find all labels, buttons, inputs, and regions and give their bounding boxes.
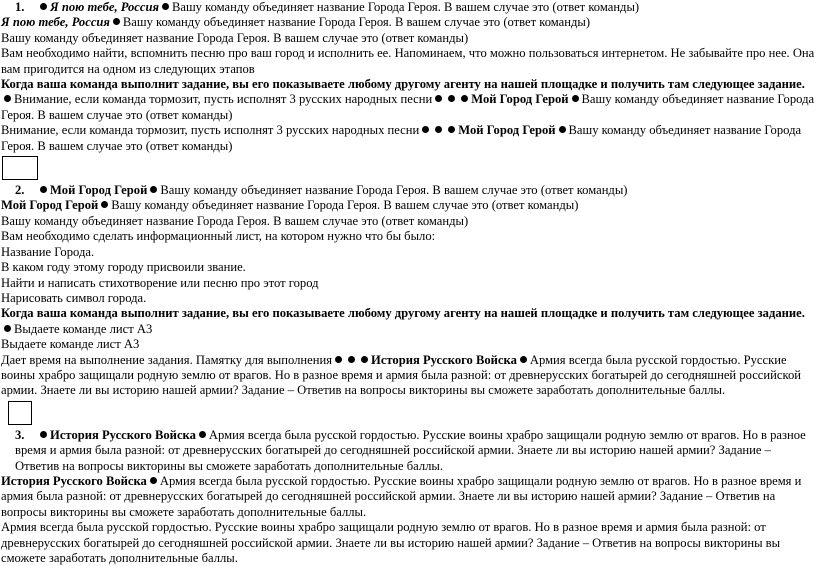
paragraph-text: Внимание, если команда тормозит, пусть исполнят 3 русских народных песни (1, 123, 420, 138)
bullet-icon (4, 95, 11, 102)
bullet-icon (435, 95, 442, 102)
list-item: В каком году этому городу присвоили звание. (1, 260, 246, 275)
paragraph (1, 123, 816, 154)
paragraph: Вам необходимо сделать информационный лист, на котором нужно что бы было: (1, 229, 436, 244)
inline-title: Мой Город Герой (1, 198, 99, 213)
section-3-heading (1, 428, 816, 474)
paragraph (1, 15, 816, 30)
list-item: Найти и написать стихотворение или песню про этот город (1, 275, 319, 290)
section-text: Армия всегда была русской гордостью. Русские воины храбро защищали родную землю от врагов. Но в разное время и армия была разной: от древнерусских богатырей до сегодняшней российской армии. Знаете ли вы историю нашей армии? Задание – Ответив на вопросы викторины вы сможете заработать дополнительные баллы. (15, 427, 806, 473)
section-title: История Русского Войска (50, 427, 196, 442)
paragraph (1, 198, 816, 213)
paragraph-text: Вашу команду объединяет название Города Героя. В вашем случае это (ответ команды) (1, 92, 815, 122)
list-item: Название Города. (1, 244, 95, 259)
paragraph-text: Армия всегда была русской гордостью. Русские воины храбро защищали родную землю от врагов. Но в разное время и армия была разной: от древнерусских богатырей до сегодняшней российской армии. Знаете ли вы историю нашей армии? Задание – Ответив на вопросы викторины вы сможете заработать дополнительные баллы. (1, 473, 802, 519)
paragraph (1, 77, 816, 123)
bold-instruction: Когда ваша команда выполнит задание, вы его показываете любому другому агенту на нашей площадке и получить там следующее задание. (1, 306, 805, 321)
bullet-icon (150, 186, 157, 193)
inline-title: Мой Город Герой (458, 123, 556, 138)
bullet-icon (448, 126, 455, 133)
section-number: 2. (15, 183, 25, 198)
section-title: Я пою тебе, Россия (50, 0, 159, 14)
bold-instruction: Когда ваша команда выполнит задание, вы его показываете любому другому агенту на нашей площадке и получить там следующее задание. (1, 77, 805, 92)
inline-title: История Русского Войска (1, 473, 147, 488)
bullet-icon (40, 431, 47, 438)
section-title: Мой Город Герой (50, 183, 148, 198)
bullet-icon (361, 356, 368, 363)
paragraph-text: Вашу команду объединяет название Города Героя. В вашем случае это (ответ команды) (1, 123, 802, 153)
checkbox-placeholder (8, 401, 32, 425)
paragraph: Выдаете команде лист А3 (1, 337, 140, 352)
section-number: 1. (15, 0, 25, 14)
bullet-icon (199, 431, 206, 438)
bullet-icon (113, 18, 120, 25)
bullet-icon (101, 201, 108, 208)
bullet-icon (40, 3, 47, 10)
bullet-icon (335, 356, 342, 363)
checkbox-placeholder (2, 156, 38, 180)
paragraph (1, 474, 816, 520)
bullet-icon (435, 126, 442, 133)
bullet-icon (40, 186, 47, 193)
bullet-icon (4, 325, 11, 332)
bullet-icon (572, 95, 579, 102)
section-1-heading (1, 0, 816, 15)
bullet-icon (150, 477, 157, 484)
paragraph-text: Внимание, если команда тормозит, пусть исполнят 3 русских народных песни (14, 92, 433, 107)
bullet-icon (348, 356, 355, 363)
paragraph: Вам необходимо найти, вспомнить песню про ваш город и исполнить ее. Напоминаем, что можно пользоваться интернетом. Не забывайте про нее. Она вам пригодится на одном из следующих этапов (1, 46, 815, 76)
inline-title: История Русского Войска (371, 352, 517, 367)
bullet-icon (461, 95, 468, 102)
bullet-icon (162, 3, 169, 10)
section-text: Вашу команду объединяет название Города Героя. В вашем случае это (ответ команды) (160, 183, 628, 198)
bullet-icon (520, 356, 527, 363)
bullet-icon (422, 126, 429, 133)
paragraph: Армия всегда была русской гордостью. Русские воины храбро защищали родную землю от врагов. Но в разное время и армия была разной: от древнерусских богатырей до сегодняшней российской армии. Знаете ли вы историю нашей армии? Задание – Ответив на вопросы викторины вы сможете заработать дополнительные баллы. (1, 520, 781, 565)
paragraph-text: Вашу команду объединяет название Города Героя. В вашем случае это (ответ команды) (122, 15, 591, 30)
paragraph-text: Вашу команду объединяет название Города Героя. В вашем случае это (ответ команды) (111, 198, 579, 213)
paragraph (1, 353, 816, 399)
paragraph-text: Выдаете команде лист А3 (14, 321, 153, 336)
paragraph-text: Дает время на выполнение задания. Памятку для выполнения (1, 352, 333, 367)
bullet-icon (559, 126, 566, 133)
paragraph: Вашу команду объединяет название Города Героя. В вашем случае это (ответ команды) (1, 213, 469, 228)
inline-title: Я пою тебе, Россия (1, 15, 110, 30)
inline-title: Мой Город Герой (471, 92, 569, 107)
paragraph-text: Армия всегда была русской гордостью. Русские воины храбро защищали родную землю от врагов. Но в разное время и армия была разной: от древнерусских богатырей до сегодняшней российской армии. Знаете ли вы историю нашей армии? Задание – Ответив на вопросы викторины вы сможете заработать дополнительные баллы. (1, 352, 801, 398)
paragraph: Вашу команду объединяет название Города Героя. В вашем случае это (ответ команды) (1, 30, 469, 45)
section-text: Вашу команду объединяет название Города Героя. В вашем случае это (ответ команды) (171, 0, 640, 14)
list-item: Нарисовать символ города. (1, 290, 147, 305)
paragraph (1, 306, 816, 337)
section-number: 3. (15, 427, 25, 442)
bullet-icon (448, 95, 455, 102)
section-2-heading (1, 183, 816, 198)
